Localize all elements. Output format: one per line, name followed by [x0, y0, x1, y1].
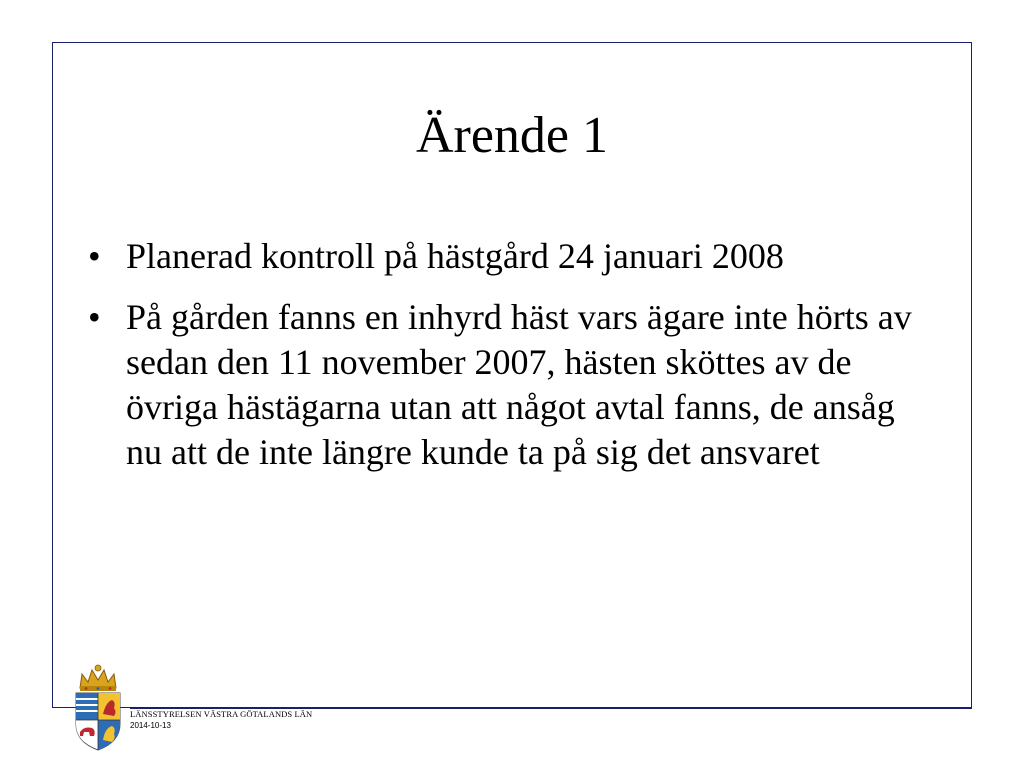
bullet-marker: • [88, 297, 101, 337]
bullet-item [84, 234, 934, 279]
bullet-marker: • [88, 236, 101, 276]
bullet-list [84, 234, 934, 491]
footer-organization: LÄNSSTYRELSEN VÄSTRA GÖTALANDS LÄN [130, 709, 313, 719]
footer-date: 2014-10-13 [130, 721, 171, 730]
slide-title: Ärende 1 [415, 107, 609, 164]
bullet-text: På gården fanns en inhyrd häst vars ägare inte hörts av sedan den 11 november 2007, hästen sköttes av de övriga hästägarna utan att något avtal fanns, de ansåg nu att de inte längre kunde ta på sig det ansvaret [126, 297, 912, 472]
bullet-text: Planerad kontroll på hästgård 24 januari 2008 [126, 236, 784, 276]
bullet-item [84, 295, 934, 475]
coat-of-arms-icon [70, 662, 126, 754]
